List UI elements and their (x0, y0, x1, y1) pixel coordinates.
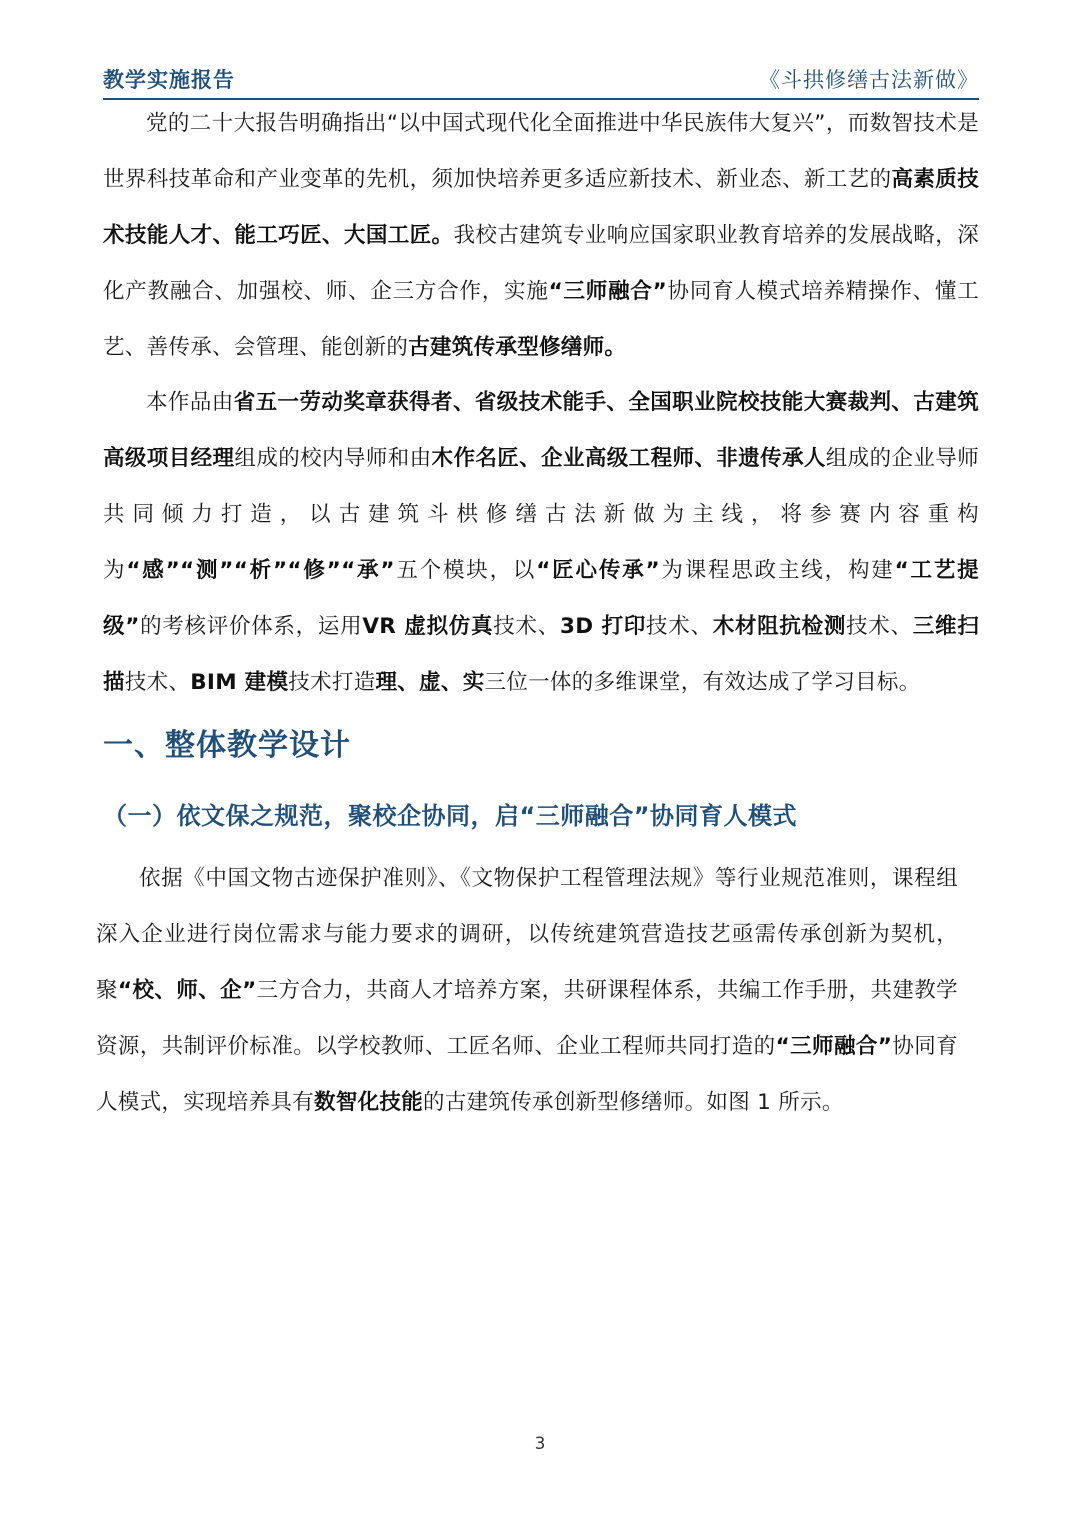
bold-text-run: 3D 打印 (559, 614, 647, 639)
bold-text-run: “校、师、企” (117, 978, 257, 1003)
report-type-label: 教学实施报告 (103, 68, 235, 92)
text-run: 三方合力，共商人才培养方案，共研课程体系，共编工作手册，共建教学资源，共制评价标准。以学校教师、工匠名师、企业工程师共同打造的 (96, 978, 958, 1059)
text-run: 技术、 (124, 670, 191, 695)
bold-text-run: 省五一劳动奖章获得者、省级技术能手、全国职业院校技能大赛裁判、古建筑高级项目经理 (103, 390, 979, 471)
text-run: 的考核评价体系，运用 (139, 614, 363, 639)
text-run: 依据《中国文物古迹保护准则》、《文物保护工程管理法规》等行业规范准则，课程组深入企业进行岗位需求与能力要求的调研，以传统建筑营造技艺亟需传承创新为契机，聚 (96, 866, 958, 1003)
bold-text-run: “感”“测”“析”“修”“承” (126, 558, 395, 583)
text-run: 为课程思政主线，构建 (659, 558, 895, 583)
intro-paragraph (103, 96, 979, 376)
text-run: 协同育人模式培养精操作、懂工艺、善传承、会管理、能创新的 (103, 279, 979, 360)
text-run: 的古建筑传承创新型修缮师。如图 1 所示。 (423, 1090, 844, 1115)
bold-text-run: “匠心传承” (536, 558, 660, 583)
bold-text-run: 理、虚、实 (375, 670, 485, 695)
bold-text-run: 高素质技术技能人才、能工巧匠、大国工匠。 (103, 167, 979, 248)
text-run: 技术打造 (288, 670, 376, 695)
text-run: 组成的校内导师和由 (234, 446, 432, 471)
page-number: 3 (534, 1434, 546, 1454)
text-run: 五个模块，以 (394, 558, 537, 583)
bold-text-run: “三师融合” (775, 1034, 893, 1059)
text-run: 技术、 (646, 614, 713, 639)
text-run: 三位一体的多维课堂，有效达成了学习目标。 (484, 670, 921, 695)
text-run: 党的二十大报告明确指出“以中国式现代化全面推进中华民族伟大复兴”，而数智技术是世界科技革命和产业变革的先机，须加快培养更多适应新技术、新业态、新工艺的 (103, 111, 979, 192)
bold-text-run: 古建筑传承型修缮师。 (408, 335, 627, 360)
text-run: 协同育人模式，实现培养具有 (96, 1034, 958, 1115)
text-run: 技术、 (493, 614, 560, 639)
bold-text-run: 三维扫描 (103, 614, 980, 695)
text-run: 本作品由 (146, 390, 234, 415)
course-title-label: 《斗拱修缮古法新做》 (759, 68, 979, 92)
team-paragraph (103, 375, 979, 711)
bold-text-run: 数智化技能 (314, 1090, 424, 1115)
subsection-heading: （一）依文保之规范，聚校企协同，启“三师融合”协同育人模式 (103, 802, 798, 830)
bold-text-run: 木材阻抗检测 (712, 614, 847, 639)
design-paragraph (96, 851, 958, 1131)
bold-text-run: 木作名匠、企业高级工程师、非遗传承人 (431, 446, 826, 471)
bold-text-run: VR 虚拟仿真 (362, 614, 494, 639)
text-run: 组成的企业导师共同倾力打造，以古建筑斗栱修缮古法新做为主线，将参赛内容重构为 (103, 446, 979, 583)
bold-text-run: “工艺提级” (103, 558, 979, 639)
bold-text-run: BIM 建模 (190, 670, 289, 695)
text-run: 技术、 (846, 614, 913, 639)
bold-text-run: “三师融合” (548, 279, 668, 304)
text-run: 我校古建筑专业响应国家职业教育培养的发展战略，深化产教融合、加强校、师、企三方合作，实施 (103, 223, 979, 304)
section-heading: 一、整体教学设计 (103, 728, 351, 763)
page-header (103, 58, 979, 100)
